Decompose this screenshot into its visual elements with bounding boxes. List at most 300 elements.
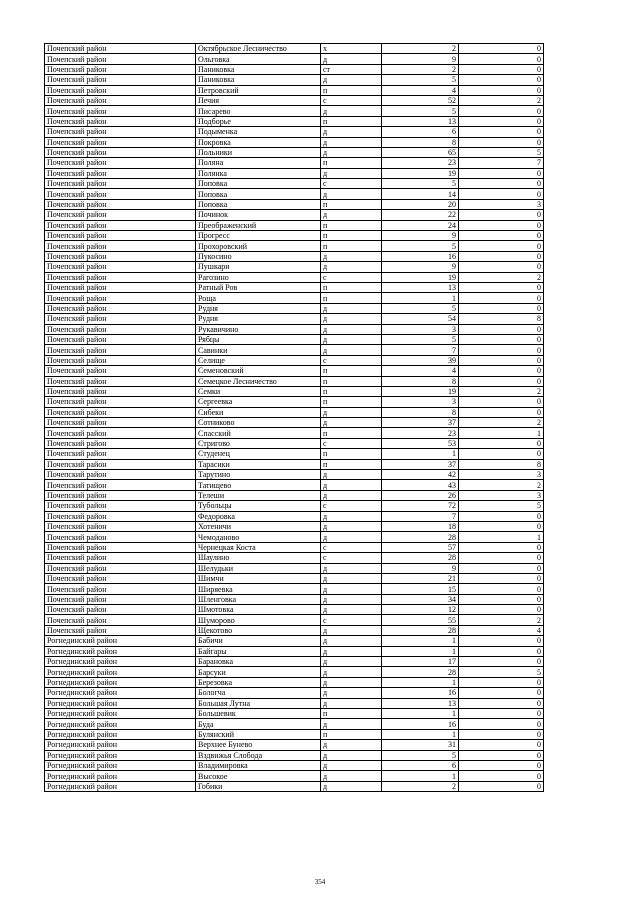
type-cell: д: [321, 168, 382, 178]
table-row: [45, 199, 544, 209]
settlement-cell: Полянка: [196, 168, 321, 178]
table-row: [45, 688, 544, 698]
table-row: [45, 210, 544, 220]
value-cell: 1: [382, 646, 459, 656]
page-number: 354: [314, 878, 326, 886]
district-cell: Почепский район: [45, 168, 196, 178]
settlement-cell: Семеновский: [196, 366, 321, 376]
value-cell: 9: [382, 231, 459, 241]
count-cell: 0: [459, 573, 544, 583]
settlement-cell: Октябрьское Лесничество: [196, 44, 321, 54]
settlement-cell: Селище: [196, 355, 321, 365]
table-row: [45, 470, 544, 480]
type-cell: д: [321, 407, 382, 417]
settlement-cell: Барсуки: [196, 667, 321, 677]
type-cell: с: [321, 179, 382, 189]
settlement-cell: Бологча: [196, 688, 321, 698]
value-cell: 7: [382, 511, 459, 521]
type-cell: д: [321, 470, 382, 480]
district-cell: Почепский район: [45, 324, 196, 334]
value-cell: 1: [382, 449, 459, 459]
count-cell: 0: [459, 75, 544, 85]
type-cell: п: [321, 449, 382, 459]
count-cell: 0: [459, 168, 544, 178]
district-cell: Почепский район: [45, 199, 196, 209]
type-cell: д: [321, 137, 382, 147]
value-cell: 4: [382, 366, 459, 376]
count-cell: 0: [459, 334, 544, 344]
settlement-cell: Татищево: [196, 480, 321, 490]
settlement-cell: Паниковка: [196, 64, 321, 74]
value-cell: 5: [382, 179, 459, 189]
district-cell: Почепский район: [45, 480, 196, 490]
value-cell: 5: [382, 106, 459, 116]
table-row: [45, 781, 544, 791]
value-cell: 24: [382, 220, 459, 230]
table-row: [45, 282, 544, 292]
count-cell: 3: [459, 199, 544, 209]
count-cell: 0: [459, 376, 544, 386]
type-cell: п: [321, 241, 382, 251]
table-row: [45, 521, 544, 531]
district-cell: Рогнединский район: [45, 646, 196, 656]
type-cell: с: [321, 542, 382, 552]
settlement-cell: Шимчи: [196, 573, 321, 583]
district-cell: Почепский район: [45, 428, 196, 438]
table-row: [45, 553, 544, 563]
district-cell: Рогнединский район: [45, 657, 196, 667]
count-cell: 0: [459, 594, 544, 604]
table-row: [45, 106, 544, 116]
district-cell: Рогнединский район: [45, 677, 196, 687]
value-cell: 8: [382, 407, 459, 417]
settlement-cell: Поляна: [196, 158, 321, 168]
table-row: [45, 345, 544, 355]
count-cell: 0: [459, 781, 544, 791]
table-row: [45, 116, 544, 126]
settlement-cell: Сергеевка: [196, 397, 321, 407]
type-cell: д: [321, 210, 382, 220]
count-cell: 7: [459, 158, 544, 168]
district-cell: Рогнединский район: [45, 709, 196, 719]
type-cell: д: [321, 251, 382, 261]
table-row: [45, 646, 544, 656]
count-cell: 0: [459, 366, 544, 376]
table-row: [45, 324, 544, 334]
settlement-cell: Рудня: [196, 314, 321, 324]
type-cell: п: [321, 397, 382, 407]
settlement-cell: Стригово: [196, 438, 321, 448]
count-cell: 0: [459, 116, 544, 126]
type-cell: д: [321, 625, 382, 635]
count-cell: 0: [459, 688, 544, 698]
table-row: [45, 490, 544, 500]
district-cell: Почепский район: [45, 44, 196, 54]
type-cell: д: [321, 324, 382, 334]
settlement-cell: Семецкое Лесничество: [196, 376, 321, 386]
district-cell: Рогнединский район: [45, 636, 196, 646]
count-cell: 2: [459, 272, 544, 282]
table-row: [45, 220, 544, 230]
settlement-cell: Барановка: [196, 657, 321, 667]
count-cell: 0: [459, 407, 544, 417]
count-cell: 0: [459, 521, 544, 531]
type-cell: п: [321, 199, 382, 209]
type-cell: д: [321, 740, 382, 750]
settlement-cell: Тарутино: [196, 470, 321, 480]
settlement-cell: Сотниково: [196, 418, 321, 428]
district-cell: Почепский район: [45, 54, 196, 64]
table-row: [45, 137, 544, 147]
settlement-cell: Тубольцы: [196, 501, 321, 511]
value-cell: 14: [382, 189, 459, 199]
type-cell: д: [321, 345, 382, 355]
type-cell: д: [321, 314, 382, 324]
type-cell: д: [321, 605, 382, 615]
count-cell: 0: [459, 324, 544, 334]
settlement-cell: Рудня: [196, 303, 321, 313]
value-cell: 22: [382, 210, 459, 220]
district-cell: Почепский район: [45, 511, 196, 521]
value-cell: 5: [382, 303, 459, 313]
value-cell: 28: [382, 667, 459, 677]
table-row: [45, 542, 544, 552]
table-row: [45, 719, 544, 729]
value-cell: 28: [382, 553, 459, 563]
settlement-cell: Верхнее Бунево: [196, 740, 321, 750]
count-cell: 0: [459, 698, 544, 708]
table-row: [45, 334, 544, 344]
district-cell: Почепский район: [45, 615, 196, 625]
value-cell: 16: [382, 688, 459, 698]
district-cell: Почепский район: [45, 355, 196, 365]
count-cell: 0: [459, 605, 544, 615]
table-row: [45, 709, 544, 719]
type-cell: с: [321, 615, 382, 625]
value-cell: 19: [382, 386, 459, 396]
value-cell: 3: [382, 397, 459, 407]
type-cell: д: [321, 532, 382, 542]
district-cell: Почепский район: [45, 573, 196, 583]
table-row: [45, 127, 544, 137]
count-cell: 0: [459, 189, 544, 199]
settlement-cell: Семки: [196, 386, 321, 396]
table-row: [45, 397, 544, 407]
district-cell: Почепский район: [45, 501, 196, 511]
district-cell: Почепский район: [45, 625, 196, 635]
type-cell: п: [321, 376, 382, 386]
value-cell: 5: [382, 750, 459, 760]
value-cell: 1: [382, 729, 459, 739]
type-cell: д: [321, 573, 382, 583]
district-cell: Почепский район: [45, 210, 196, 220]
value-cell: 2: [382, 781, 459, 791]
count-cell: 0: [459, 262, 544, 272]
settlement-cell: Чемоданово: [196, 532, 321, 542]
district-cell: Почепский район: [45, 241, 196, 251]
count-cell: 0: [459, 345, 544, 355]
value-cell: 17: [382, 657, 459, 667]
table-row: [45, 241, 544, 251]
settlement-cell: Поповка: [196, 179, 321, 189]
type-cell: д: [321, 334, 382, 344]
count-cell: 0: [459, 85, 544, 95]
table-row: [45, 189, 544, 199]
count-cell: 0: [459, 563, 544, 573]
type-cell: п: [321, 366, 382, 376]
settlement-cell: Шаулино: [196, 553, 321, 563]
settlement-cell: Преображенский: [196, 220, 321, 230]
district-cell: Почепский район: [45, 95, 196, 105]
value-cell: 43: [382, 480, 459, 490]
settlement-cell: Шмотовка: [196, 605, 321, 615]
type-cell: п: [321, 293, 382, 303]
count-cell: 0: [459, 511, 544, 521]
district-cell: Рогнединский район: [45, 688, 196, 698]
value-cell: 3: [382, 324, 459, 334]
count-cell: 0: [459, 106, 544, 116]
district-cell: Почепский район: [45, 106, 196, 116]
value-cell: 19: [382, 168, 459, 178]
settlement-cell: Студенец: [196, 449, 321, 459]
value-cell: 37: [382, 459, 459, 469]
count-cell: 0: [459, 220, 544, 230]
district-cell: Рогнединский район: [45, 760, 196, 770]
table-row: [45, 511, 544, 521]
settlement-cell: Польники: [196, 147, 321, 157]
count-cell: 0: [459, 64, 544, 74]
count-cell: 8: [459, 314, 544, 324]
count-cell: 0: [459, 719, 544, 729]
district-cell: Почепский район: [45, 220, 196, 230]
settlement-cell: Шелудьки: [196, 563, 321, 573]
district-cell: Почепский район: [45, 272, 196, 282]
settlement-cell: Ольговка: [196, 54, 321, 64]
value-cell: 13: [382, 116, 459, 126]
value-cell: 39: [382, 355, 459, 365]
type-cell: д: [321, 563, 382, 573]
settlement-cell: Прогресс: [196, 231, 321, 241]
count-cell: 5: [459, 147, 544, 157]
value-cell: 13: [382, 282, 459, 292]
type-cell: д: [321, 127, 382, 137]
table-row: [45, 355, 544, 365]
table-row: [45, 366, 544, 376]
count-cell: 0: [459, 210, 544, 220]
settlement-cell: Савинки: [196, 345, 321, 355]
table-row: [45, 532, 544, 542]
table-row: [45, 771, 544, 781]
table-row: [45, 480, 544, 490]
settlement-cell: Щекотово: [196, 625, 321, 635]
type-cell: п: [321, 158, 382, 168]
settlements-table: [44, 43, 544, 792]
value-cell: 55: [382, 615, 459, 625]
value-cell: 21: [382, 573, 459, 583]
count-cell: 5: [459, 501, 544, 511]
type-cell: х: [321, 44, 382, 54]
count-cell: 2: [459, 418, 544, 428]
table-row: [45, 75, 544, 85]
count-cell: 0: [459, 677, 544, 687]
type-cell: с: [321, 438, 382, 448]
value-cell: 19: [382, 272, 459, 282]
value-cell: 1: [382, 677, 459, 687]
settlement-cell: Писарево: [196, 106, 321, 116]
settlement-cell: Бабичи: [196, 636, 321, 646]
value-cell: 31: [382, 740, 459, 750]
type-cell: д: [321, 657, 382, 667]
district-cell: Почепский район: [45, 345, 196, 355]
table-row: [45, 407, 544, 417]
count-cell: 8: [459, 459, 544, 469]
table-row: [45, 605, 544, 615]
district-cell: Почепский район: [45, 127, 196, 137]
table-row: [45, 438, 544, 448]
district-cell: Почепский район: [45, 64, 196, 74]
district-cell: Почепский район: [45, 449, 196, 459]
table-row: [45, 64, 544, 74]
settlement-cell: Поповка: [196, 199, 321, 209]
district-cell: Рогнединский район: [45, 771, 196, 781]
district-cell: Почепский район: [45, 563, 196, 573]
value-cell: 23: [382, 158, 459, 168]
count-cell: 3: [459, 470, 544, 480]
district-cell: Почепский район: [45, 366, 196, 376]
table-row: [45, 303, 544, 313]
settlement-cell: Байгары: [196, 646, 321, 656]
value-cell: 42: [382, 470, 459, 480]
district-cell: Почепский район: [45, 418, 196, 428]
count-cell: 2: [459, 615, 544, 625]
type-cell: д: [321, 677, 382, 687]
type-cell: п: [321, 282, 382, 292]
settlement-cell: Телеши: [196, 490, 321, 500]
count-cell: 0: [459, 231, 544, 241]
table-row: [45, 158, 544, 168]
table-row: [45, 272, 544, 282]
value-cell: 2: [382, 44, 459, 54]
district-cell: Почепский район: [45, 376, 196, 386]
table-row: [45, 85, 544, 95]
count-cell: 1: [459, 532, 544, 542]
count-cell: 1: [459, 428, 544, 438]
table-row: [45, 293, 544, 303]
count-cell: 0: [459, 397, 544, 407]
count-cell: 0: [459, 282, 544, 292]
settlement-cell: Пукосино: [196, 251, 321, 261]
count-cell: 0: [459, 251, 544, 261]
type-cell: д: [321, 106, 382, 116]
table-row: [45, 677, 544, 687]
district-cell: Почепский район: [45, 158, 196, 168]
district-cell: Почепский район: [45, 282, 196, 292]
district-cell: Почепский район: [45, 85, 196, 95]
district-cell: Почепский район: [45, 553, 196, 563]
settlement-cell: Тарасики: [196, 459, 321, 469]
type-cell: д: [321, 521, 382, 531]
settlement-cell: Паниковка: [196, 75, 321, 85]
table-row: [45, 636, 544, 646]
count-cell: 3: [459, 490, 544, 500]
value-cell: 5: [382, 241, 459, 251]
value-cell: 9: [382, 262, 459, 272]
district-cell: Почепский район: [45, 407, 196, 417]
settlement-cell: Рагозино: [196, 272, 321, 282]
table-row: [45, 231, 544, 241]
value-cell: 12: [382, 605, 459, 615]
table-row: [45, 314, 544, 324]
count-cell: 0: [459, 44, 544, 54]
district-cell: Почепский район: [45, 459, 196, 469]
table-row: [45, 501, 544, 511]
table-row: [45, 760, 544, 770]
type-cell: п: [321, 709, 382, 719]
table-row: [45, 459, 544, 469]
settlement-cell: Ширяевка: [196, 584, 321, 594]
count-cell: 0: [459, 553, 544, 563]
district-cell: Почепский район: [45, 179, 196, 189]
district-cell: Рогнединский район: [45, 719, 196, 729]
district-cell: Почепский район: [45, 470, 196, 480]
value-cell: 6: [382, 127, 459, 137]
district-cell: Почепский район: [45, 314, 196, 324]
settlement-cell: Спасский: [196, 428, 321, 438]
value-cell: 23: [382, 428, 459, 438]
type-cell: д: [321, 511, 382, 521]
type-cell: с: [321, 272, 382, 282]
district-cell: Почепский район: [45, 334, 196, 344]
table-row: [45, 449, 544, 459]
district-cell: Почепский район: [45, 231, 196, 241]
count-cell: 0: [459, 137, 544, 147]
value-cell: 26: [382, 490, 459, 500]
count-cell: 0: [459, 760, 544, 770]
district-cell: Почепский район: [45, 594, 196, 604]
table-row: [45, 44, 544, 54]
value-cell: 5: [382, 334, 459, 344]
type-cell: д: [321, 667, 382, 677]
settlement-cell: Чернецкая Коста: [196, 542, 321, 552]
settlement-cell: Пушкари: [196, 262, 321, 272]
type-cell: д: [321, 594, 382, 604]
count-cell: 2: [459, 386, 544, 396]
settlement-cell: Большевик: [196, 709, 321, 719]
type-cell: д: [321, 781, 382, 791]
type-cell: д: [321, 636, 382, 646]
value-cell: 28: [382, 625, 459, 635]
count-cell: 0: [459, 54, 544, 64]
type-cell: д: [321, 480, 382, 490]
table-row: [45, 428, 544, 438]
value-cell: 52: [382, 95, 459, 105]
settlement-cell: Вздвижья Слобода: [196, 750, 321, 760]
value-cell: 7: [382, 345, 459, 355]
table-row: [45, 729, 544, 739]
type-cell: ст: [321, 64, 382, 74]
settlement-cell: Роща: [196, 293, 321, 303]
table-row: [45, 54, 544, 64]
value-cell: 1: [382, 771, 459, 781]
district-cell: Почепский район: [45, 584, 196, 594]
value-cell: 6: [382, 760, 459, 770]
district-cell: Почепский район: [45, 490, 196, 500]
count-cell: 5: [459, 667, 544, 677]
table-row: [45, 376, 544, 386]
type-cell: п: [321, 428, 382, 438]
district-cell: Почепский район: [45, 293, 196, 303]
value-cell: 1: [382, 709, 459, 719]
